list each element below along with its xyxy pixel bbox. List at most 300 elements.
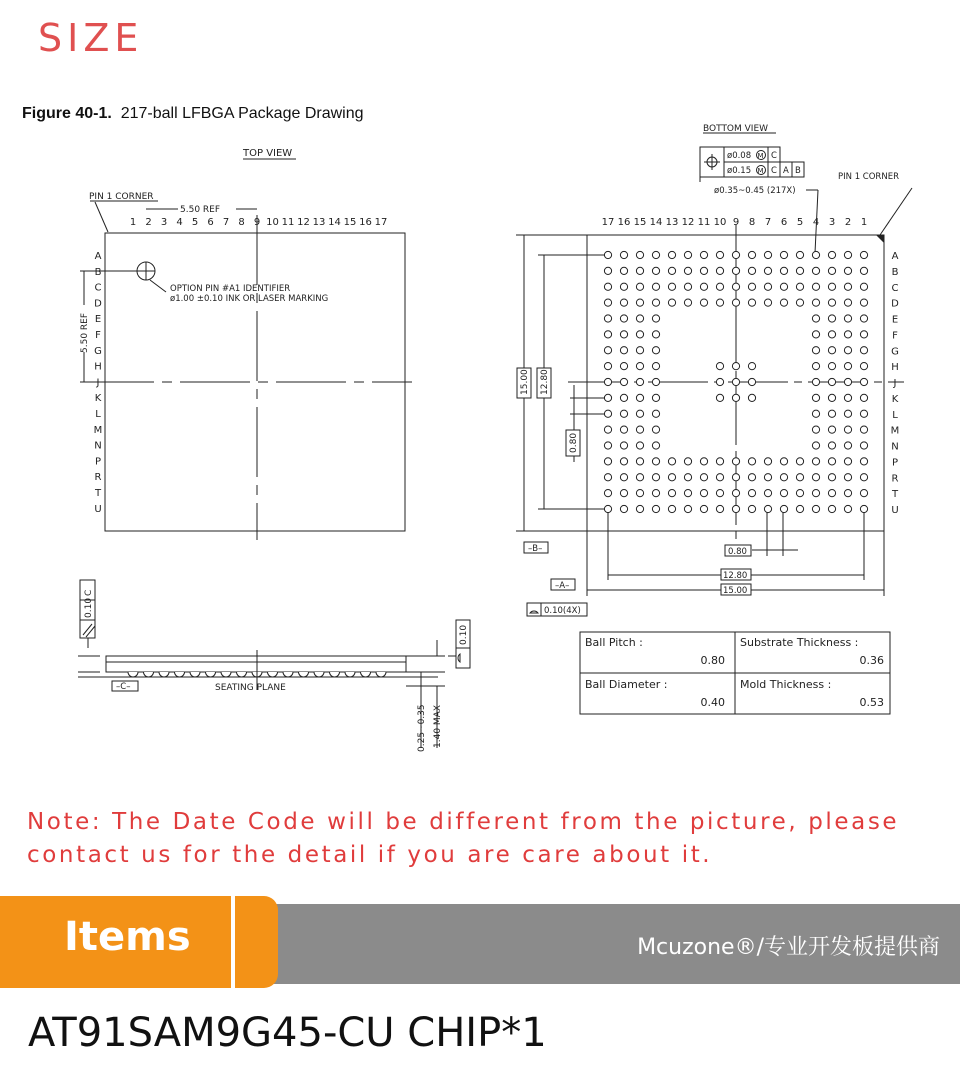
ball [828,315,835,322]
ball [636,283,643,290]
ball [684,458,691,465]
top-col-label: 16 [359,217,372,228]
spec-value-ball-pitch: 0.80 [700,654,725,667]
ball [652,299,659,306]
package-side-outline [106,656,406,672]
bottom-col-label: 2 [844,217,852,228]
ball [604,426,611,433]
ball [860,378,867,385]
ball [620,267,627,274]
ball [844,458,851,465]
top-ref-h: 5.50 REF [180,205,221,215]
items-heading: Items [64,914,191,960]
bottom-row-label: P [891,457,899,469]
top-row-label: K [94,393,102,405]
ball [684,490,691,497]
ball [732,363,739,370]
ball [604,283,611,290]
ball [844,490,851,497]
bottom-col-label: 9 [732,217,740,228]
top-col-label: 13 [312,217,326,228]
ball [636,426,643,433]
ball [604,458,611,465]
ball [604,251,611,258]
ball [700,283,707,290]
height-dim: 1.40 MAX [433,705,443,748]
ball [828,474,835,481]
ball [812,490,819,497]
top-col-label: 14 [328,217,341,228]
top-row-label: H [94,361,102,373]
bottom-row-label: A [891,251,899,262]
ball [716,251,723,258]
ball [844,426,851,433]
ball [620,442,627,449]
ball [860,251,867,258]
ball [716,505,723,512]
ball [652,347,659,354]
ball [652,410,659,417]
ball [812,442,819,449]
ball [668,267,675,274]
ball [748,505,755,512]
ball [620,410,627,417]
ball [844,378,851,385]
top-row-label: A [94,251,102,262]
ball [812,315,819,322]
ball [668,458,675,465]
bottom-row-label: B [891,266,899,278]
ball [700,505,707,512]
ball-grid [604,251,867,512]
ball [764,267,771,274]
ball [860,490,867,497]
bottom-column-labels [602,217,868,228]
flatness-value: 0.10(4X) [544,606,581,616]
ball [700,299,707,306]
ball [668,251,675,258]
ball [844,283,851,290]
bottom-col-label: 16 [617,217,631,228]
bottom-row-label: U [891,505,899,516]
ball [828,347,835,354]
ball [812,474,819,481]
ball [732,378,739,385]
ball [732,490,739,497]
datum-b: –B– [528,544,543,554]
ball [780,458,787,465]
ball [796,474,803,481]
top-row-label: D [94,298,102,310]
dim-15-h: 15.00 [723,586,748,596]
top-row-label: T [94,488,102,499]
ball [764,283,771,290]
ball [732,283,739,290]
top-col-label: 2 [145,217,152,228]
ball [732,505,739,512]
figure-title: 217-ball LFBGA Package Drawing [120,105,364,122]
ball [812,267,819,274]
ball [716,474,723,481]
ball [780,474,787,481]
ball [620,458,627,465]
ball [636,331,643,338]
spec-value-ball-diameter: 0.40 [700,696,725,709]
top-row-label: B [94,266,102,278]
ball [652,474,659,481]
ball [748,363,755,370]
bottom-view-label: BOTTOM VIEW [703,124,769,134]
ball [716,378,723,385]
ball [860,299,867,306]
top-col-label: 1 [129,217,137,228]
top-col-label: 8 [238,217,245,228]
ball [668,299,675,306]
bottom-col-label: 17 [601,217,615,228]
date-code-note: Note: The Date Code will be different from the picture, please contact us for the detail if you are care about it. [27,809,900,868]
ball [716,363,723,370]
ball [668,474,675,481]
side-ball [376,672,386,677]
tol2-ref-b: B [795,166,801,176]
top-col-label: 5 [191,217,199,228]
ball [636,505,643,512]
top-row-labels [94,251,103,515]
ball [604,267,611,274]
ball [620,299,627,306]
top-col-label: 6 [207,217,214,228]
ball [812,251,819,258]
ball [620,283,627,290]
side-ball [283,672,293,677]
ball [828,378,835,385]
ball [844,410,851,417]
bottom-row-label: F [892,330,898,342]
bottom-col-label: 11 [697,217,711,228]
ball [812,458,819,465]
ball [812,283,819,290]
ball [828,394,835,401]
ball [636,347,643,354]
top-row-label: U [94,503,102,515]
ball [860,267,867,274]
side-parallel-ref: C [84,589,94,596]
ball [668,283,675,290]
top-row-label: C [94,282,102,294]
ball [796,458,803,465]
bottom-col-label: 1 [860,217,868,228]
side-ball [159,672,169,677]
ball [764,490,771,497]
svg-text:M: M [757,167,764,175]
ball [700,458,707,465]
ball [636,251,643,258]
ball [748,378,755,385]
ball [844,267,851,274]
ball [844,363,851,370]
bottom-col-label: 14 [649,217,663,228]
items-banner [0,896,960,988]
spec-value-mold: 0.53 [859,696,884,709]
ball [828,283,835,290]
ball [844,505,851,512]
ball [716,458,723,465]
top-row-label: L [95,409,101,420]
ball [780,299,787,306]
ball [620,251,627,258]
top-col-label: 11 [281,217,295,228]
ball [860,474,867,481]
ball [748,394,755,401]
side-ball [175,672,185,677]
top-col-label: 4 [176,217,183,228]
ball [604,347,611,354]
ball [620,490,627,497]
ball [844,315,851,322]
ball [748,267,755,274]
ball [812,331,819,338]
ball [844,394,851,401]
page-title: SIZE [38,16,144,60]
ball [716,299,723,306]
bottom-pin1-corner-label: PIN 1 CORNER [838,172,899,182]
ball [684,505,691,512]
tol1-value: ø0.08 [727,151,752,161]
side-ball [299,672,309,677]
ball [636,442,643,449]
ball [828,426,835,433]
ball [844,299,851,306]
ball [732,474,739,481]
bottom-row-label: J [893,378,897,389]
seating-plane-label: SEATING PLANE [215,683,286,693]
ball [828,442,835,449]
side-ball [361,672,371,677]
ball [700,267,707,274]
bottom-col-label: 5 [796,217,804,228]
ball [668,490,675,497]
ball [844,442,851,449]
ball [636,458,643,465]
ball [684,299,691,306]
bottom-col-label: 6 [780,217,788,228]
ball [604,299,611,306]
ball [860,363,867,370]
ball [652,505,659,512]
ball [620,426,627,433]
ball [636,474,643,481]
side-ball [345,672,355,677]
ball [748,283,755,290]
spec-label-ball-diameter: Ball Diameter : [585,678,668,691]
ball [604,474,611,481]
side-parallel-value: 0.10 [84,597,94,618]
ball [844,347,851,354]
ball [764,251,771,258]
top-row-label: J [96,377,100,389]
ball [652,378,659,385]
dim-1280-h: 12.80 [723,571,748,581]
side-ball [144,672,154,677]
bottom-col-label: 4 [812,217,820,228]
ball [748,458,755,465]
ball [780,251,787,258]
ball [684,283,691,290]
product-line: AT91SAM9G45-CU CHIP*1 [28,1010,547,1056]
spec-label-substrate: Substrate Thickness : [740,636,859,649]
bottom-col-label: 7 [764,217,772,228]
side-ball [268,672,278,677]
side-flat-value: 0.10 [459,624,469,645]
ball [860,458,867,465]
ball [636,490,643,497]
ball [844,474,851,481]
ball [860,505,867,512]
ball [604,394,611,401]
ball [844,251,851,258]
ball [812,394,819,401]
ball [700,474,707,481]
ball [860,283,867,290]
ball [636,378,643,385]
ball [828,458,835,465]
ball [652,363,659,370]
identifier-label-2: ø1.00 ±0.10 INK OR LASER MARKING [170,294,329,304]
top-row-label: P [94,456,102,468]
ball [812,505,819,512]
ball [828,251,835,258]
top-col-label: 7 [222,217,230,228]
bottom-row-label: M [890,425,900,437]
dim-080-v: 0.80 [569,432,579,453]
bottom-row-labels [891,251,900,516]
tol2-ref-a: A [783,166,789,176]
bottom-col-label: 13 [665,217,679,228]
top-col-label: 17 [374,217,388,228]
ball [764,458,771,465]
bottom-row-label: H [891,362,899,374]
ball [780,505,787,512]
ball [780,267,787,274]
dim-080-h: 0.80 [728,547,747,557]
top-col-label: 10 [266,217,279,228]
side-ball [330,672,340,677]
top-row-label: M [93,424,103,436]
tol2-value: ø0.15 [727,166,752,176]
ball [716,283,723,290]
ball [828,410,835,417]
tol1-ref: C [771,151,777,161]
bottom-col-label: 10 [713,217,727,228]
top-pin1-corner-label: PIN 1 CORNER [89,192,154,202]
ball [812,363,819,370]
side-ball [128,672,138,677]
ball [860,394,867,401]
ball [812,299,819,306]
ball [636,267,643,274]
datum-a: –A– [555,581,570,591]
ball [700,251,707,258]
bottom-col-label: 12 [681,217,695,228]
ball [732,394,739,401]
dim-15-v: 15.00 [520,369,530,395]
ball [636,315,643,322]
ball [732,299,739,306]
ball [764,474,771,481]
ball [652,458,659,465]
top-ref-v: 5.50 REF [80,312,90,353]
ball [604,442,611,449]
ball [668,505,675,512]
ball [700,490,707,497]
ball [748,474,755,481]
ball [604,505,611,512]
bottom-row-label: L [892,409,898,421]
ball [764,299,771,306]
top-row-label: F [95,330,101,341]
ball [620,363,627,370]
ball [828,299,835,306]
ball [860,410,867,417]
bottom-col-label: 8 [748,217,756,228]
ball [716,267,723,274]
ball [860,315,867,322]
ball [652,442,659,449]
ball [860,426,867,433]
ball [636,394,643,401]
ball [652,426,659,433]
datum-c: –C– [116,682,131,692]
top-view-label: TOP VIEW [243,148,293,159]
ball [604,490,611,497]
ball [652,331,659,338]
ball [620,474,627,481]
spec-label-mold: Mold Thickness : [740,678,832,691]
brand-text: Mcuzone®/专业开发板提供商 [637,935,940,960]
bottom-row-label: N [891,441,899,453]
top-col-label: 15 [343,217,357,228]
top-row-label: G [94,345,102,357]
bottom-row-label: K [891,393,899,405]
ball [828,331,835,338]
ball [844,331,851,338]
ball [732,267,739,274]
ball [652,251,659,258]
svg-text:M: M [757,152,764,160]
ball [636,410,643,417]
side-ball [314,672,324,677]
ball [652,267,659,274]
ball [716,490,723,497]
ball [620,505,627,512]
top-col-label: 9 [253,217,261,228]
top-row-label: R [94,472,102,484]
ball [828,490,835,497]
ball [796,251,803,258]
ball [604,331,611,338]
ball [732,251,739,258]
side-ball [221,672,231,677]
bottom-row-label: G [891,346,899,358]
figure-number: Figure 40-1. [22,105,112,122]
ball [620,347,627,354]
ball [604,363,611,370]
ball [620,315,627,322]
standoff-dim: 0.25~0.35 [417,704,427,752]
ball [860,331,867,338]
ball [860,347,867,354]
ball-diameter-label: ø0.35~0.45 (217X) [714,186,796,196]
